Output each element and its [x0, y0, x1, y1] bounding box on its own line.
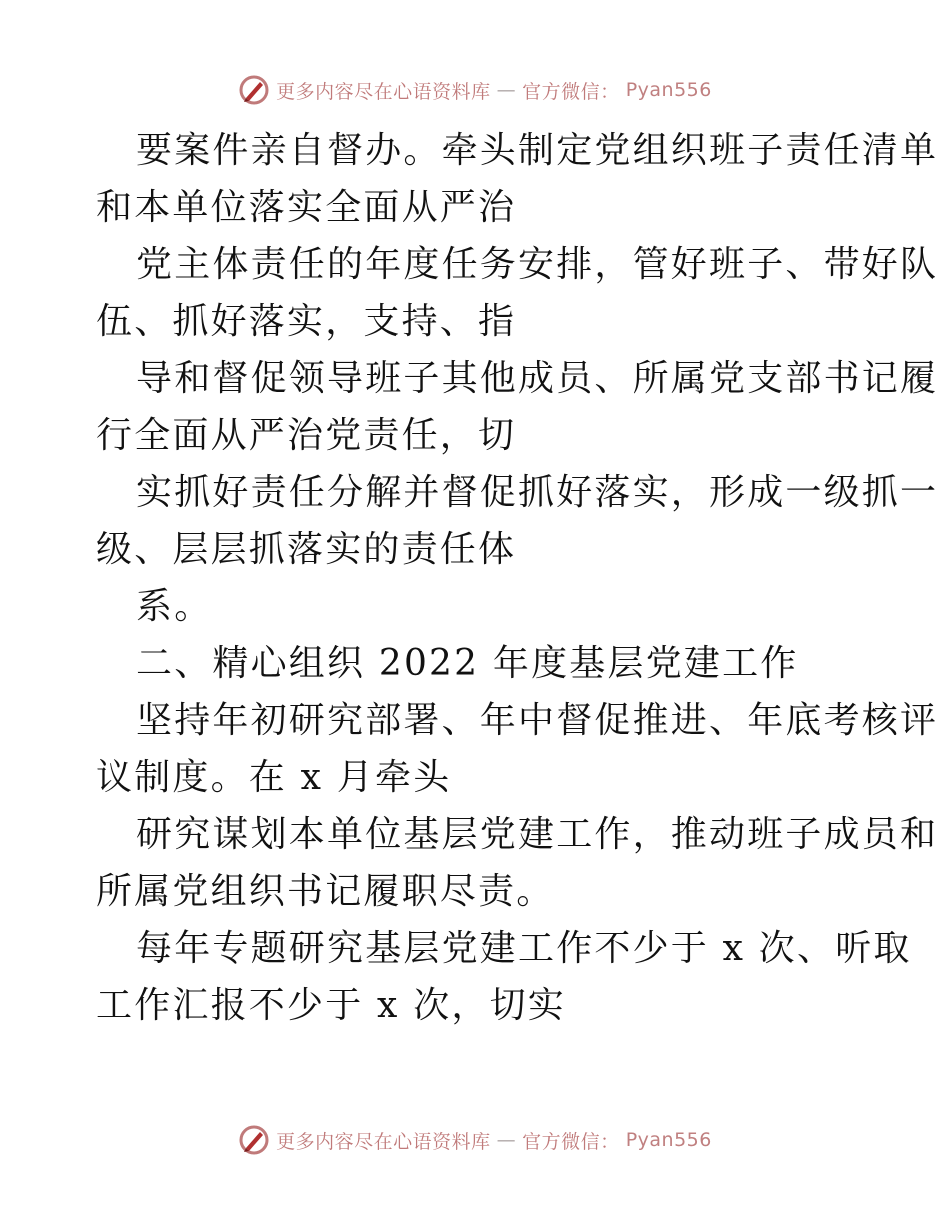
text-line: 行全面从严治党责任，切 — [96, 415, 517, 456]
watermark-label: 官方微信： — [522, 80, 620, 103]
document-body — [96, 122, 939, 1034]
watermark-id: Pyan556 — [625, 1129, 712, 1151]
pen-logo-icon — [238, 1124, 270, 1156]
text-line: 要案件亲自督办。牵头制定党组织班子责任清单 — [136, 130, 939, 171]
watermark-label: 官方微信： — [522, 1130, 620, 1153]
text-line: 每年专题研究基层党建工作不少于 x 次、听取 — [136, 928, 912, 969]
text-line: 工作汇报不少于 x 次，切实 — [96, 985, 566, 1026]
text-line: 系。 — [136, 586, 213, 627]
header-watermark — [0, 74, 950, 106]
text-line: 伍、抓好落实，支持、指 — [96, 301, 517, 342]
text-line: 级、层层抓落实的责任体 — [96, 529, 517, 570]
text-line: 议制度。在 x 月牵头 — [96, 757, 452, 798]
watermark-dash: — — [496, 79, 517, 101]
text-line: 所属党组织书记履职尽责。 — [96, 871, 555, 912]
footer-watermark — [0, 1124, 950, 1156]
pen-logo-icon — [238, 74, 270, 106]
text-line: 坚持年初研究部署、年中督促推进、年底考核评 — [136, 700, 939, 741]
watermark-text: 更多内容尽在心语资料库 — [276, 1130, 491, 1153]
text-line: 和本单位落实全面从严治 — [96, 187, 517, 228]
watermark-dash: — — [496, 1129, 517, 1151]
watermark-text: 更多内容尽在心语资料库 — [276, 80, 491, 103]
text-line: 党主体责任的年度任务安排，管好班子、带好队 — [136, 244, 939, 285]
text-line: 实抓好责任分解并督促抓好落实，形成一级抓一 — [136, 472, 939, 513]
section-heading: 二、精心组织 2022 年度基层党建工作 — [136, 643, 799, 684]
text-line: 导和督促领导班子其他成员、所属党支部书记履 — [136, 358, 939, 399]
watermark-id: Pyan556 — [625, 79, 712, 101]
text-line: 研究谋划本单位基层党建工作，推动班子成员和 — [136, 814, 939, 855]
